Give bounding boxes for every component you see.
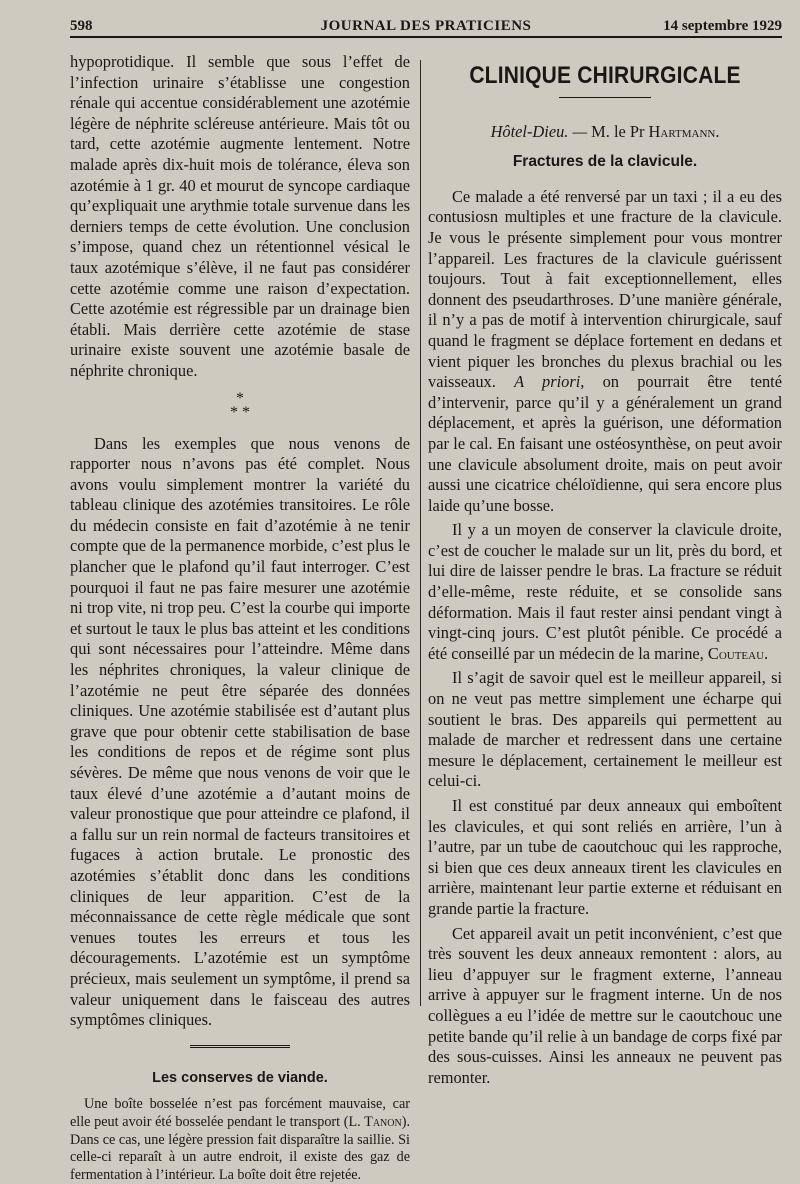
box-author: L. Tanon xyxy=(348,1113,402,1130)
right-paragraph-3: Il s’agit de savoir quel est le meilleur appareil, si on ne veut pas mettre simplement une écharpe qui soutient le bras. Des appareils qui permettent au malade de marcher et redressent dans une certaine mesure le déplacement, certainement le meilleur est celui-ci. xyxy=(428,668,782,791)
journal-title: JOURNAL DES PRATICIENS xyxy=(320,18,532,34)
author-name: Hartmann. xyxy=(648,121,720,141)
asterism: * * * xyxy=(230,389,250,421)
cited-name: Couteau. xyxy=(707,643,769,663)
left-paragraph-2: Dans les exemples que nous venons de rapporter nous n’avons pas été complet. Nous avons voulu simplement montrer la variété du tableau clinique des azotémies transitoires. Le rôle du médecin consiste en fait d’azotémie à ne tenir compte que de la permanence morbide, c’est plus le plancher que le plafond qu’il faut interroger. C’est pourquoi il faut ne pas faire mesurer une azotémie ni trop vite, ni trop peu. C’est la courbe qui importe et surtout le taux le plus bas atteint et les conditions qui sont nécessaires pour l’atteindre. Même dans les néphrites chroniques, la valeur clinique de l’azotémie ne peut être séparée des données cliniques. Une azotémie stabilisée est d’autant plus grave que pour obtenir cette stabilisation de base les conditions de repos et de régime sont plus sévères. De même que nous venons de voir que le taux élevé d’une azotémie a d’autant moins de valeur pronostique que pour atteindre ce plafond, il a fallu sur un rein normal de facteurs transitoires et fugaces à action brutale. Le pronostic des azotémies s’établit donc dans les conditions cliniques de leur apparition. C’est de la méconnaissance de cette règle médicale que sont venues toutes les erreurs et tous les découragements. L’azotémie est un symptôme précieux, mais seulement un symptôme, il prend sa valeur uniquement dans le faisceau des autres symptômes cliniques. xyxy=(70,433,410,1030)
title-rule xyxy=(559,97,651,98)
page-header xyxy=(70,12,782,36)
issue-date: 14 septembre 1929 xyxy=(663,18,782,34)
left-column xyxy=(70,52,410,1184)
right-paragraph-4: Il est constitué par deux anneaux qui emboîtent les clavicules, et qui sont reliés en arrière, l’un à l’autre, par un tube de caoutchouc qui les rapproche, si bien que ces deux anneaux tirent les clavicules en arrière, maintenant leur partie externe et réduisant en grande partie la fracture. xyxy=(428,796,782,918)
box-text: Une boîte bosselée n’est pas forcément mauvaise, car elle peut avoir été bosselée pendant le transport (L. Tanon). Dans ce cas, une légère pression fait disparaître la saillie. Si celle-ci reparaît à un autre endroit, il existe des gaz de fermentation à l’intérieur. La boîte doit être rejetée. xyxy=(70,1096,410,1183)
section-rule xyxy=(190,1045,290,1048)
section-title: CLINIQUE CHIRURGICALE xyxy=(469,62,741,89)
byline: Hôtel-Dieu. — M. le Pr Hartmann. xyxy=(490,121,720,141)
column-divider xyxy=(420,60,421,1006)
right-paragraph-5: Cet appareil avait un petit inconvénient, c’est que très souvent les deux anneaux remontent : alors, au lieu d’appuyer sur le fragment externe, l’anneau arrive à appuyer sur le fragment interne. Un de nos collègues a eu l’idée de mettre sur le caoutchouc une petite bande qu’il relie à un bandage de corps fixé par des sous-cuisses. Ainsi les anneaux ne peuvent pas remonter. xyxy=(428,923,782,1087)
left-paragraph-1: hypoprotidique. Il semble que sous l’effet de l’infection urinaire s’établisse une congestion rénale qui accentue considérablement une azotémie légère de néphrite scléreuse antérieure. Mais tôt ou tard, cette azotémie augmente lentement. Notre malade après dix-huit mois de tolérance, éleva son azotémie à 1 gr. 40 et mourut de syncope cardiaque qu’expliquait une arythmie totale survenue dans les derniers temps de cette évolution. Une conclusion s’impose, quand chez un rétentionnel vésical le taux azotémique s’élève, il ne faut pas considérer cette azotémie comme une raison d’expectation. Cette azotémie est régressible par un drainage bien établi. Mais derrière cette azotémie de stase urinaire existe souvent une azotémie basale de néphrite chronique. xyxy=(70,52,410,380)
right-paragraph-2: Il y a un moyen de conserver la clavicule droite, c’est de coucher le malade sur un lit, près du bord, et lui dire de laisser pendre le bras. La fracture se réduit d’elle-même, reste réduite, et se consolide sans déformation. Mais il faut rester ainsi pendant vingt à vingt-cinq jours. C’est plutôt pénible. Ce procédé a été conseillé par un médecin de la marine, Couteau. xyxy=(428,520,782,663)
article-subtitle: Fractures de la clavicule. xyxy=(512,153,698,171)
right-column xyxy=(428,52,782,1092)
header-rule xyxy=(70,36,782,38)
box-title: Les conserves de viande. xyxy=(152,1069,328,1086)
right-paragraph-1: Ce malade a été renversé par un taxi ; il a eu des contusiosn multiples et une fracture de la clavicule. Je vous le présente simplement pour vous montrer l’appareil. Les fractures de la clavicule guérissent toujours. Tout à fait exceptionnellement, elles donnent des pseudarthroses. D’une manière générale, il n’y a pas de motif à intervention chirurgicale, sauf quand le fragment se déplace fortement en dedans et vient piquer les bronches du plexus brachial ou les vaisseaux. A priori, on pourrait être tenté d’intervenir, parce qu’il y a généralement un grand déplacement, et après la guérison, une déformation par le cal. En faisant une ostéosynthèse, on peut avoir une clavicule absolument droite, mais on peut avoir aussi une cicatrice chéloïdienne, qui sera encore plus laide qu’une bosse. xyxy=(428,186,782,515)
page-number: 598 xyxy=(70,18,93,34)
